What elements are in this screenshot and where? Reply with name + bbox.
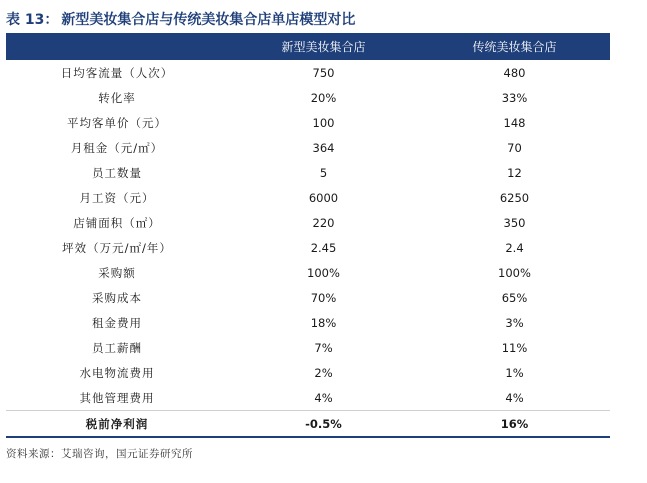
traditional-store-value: 2.4 <box>505 240 524 255</box>
table-row <box>6 410 610 436</box>
traditional-store-value: 480 <box>503 65 526 80</box>
new-store-value: 220 <box>312 215 335 230</box>
new-store-value: 70% <box>310 290 337 305</box>
header-traditional-store: 传统美妆集合店 <box>472 40 557 54</box>
comparison-table <box>6 33 610 438</box>
traditional-store-value: 6250 <box>499 190 530 205</box>
table-row <box>6 135 610 160</box>
metric-cell: 采购成本 <box>92 290 142 305</box>
traditional-store-value: 16% <box>500 416 529 431</box>
new-store-value: 2% <box>314 365 333 380</box>
table-header <box>6 33 610 60</box>
table-row <box>6 385 610 410</box>
traditional-store-value: 100% <box>498 265 531 280</box>
new-store-value: 20% <box>310 90 337 105</box>
new-store-value: 18% <box>310 315 337 330</box>
metric-cell: 水电物流费用 <box>79 365 155 380</box>
traditional-store-value: 4% <box>505 390 524 405</box>
table-row <box>6 85 610 110</box>
table-row <box>6 60 610 85</box>
table-row <box>6 160 610 185</box>
traditional-store-value: 3% <box>505 315 524 330</box>
metric-cell: 租金费用 <box>92 315 142 330</box>
new-store-value: 750 <box>312 65 335 80</box>
table-row <box>6 185 610 210</box>
table-body <box>6 60 610 436</box>
table-row <box>6 210 610 235</box>
table-row <box>6 285 610 310</box>
metric-cell: 月工资（元） <box>79 190 155 205</box>
table-row <box>6 110 610 135</box>
new-store-value: -0.5% <box>305 416 342 431</box>
metric-cell: 转化率 <box>98 90 136 105</box>
metric-cell: 其他管理费用 <box>79 390 155 405</box>
new-store-value: 100% <box>307 265 340 280</box>
table-row <box>6 360 610 385</box>
metric-cell: 员工薪酬 <box>92 340 142 355</box>
table-title-text: 新型美妆集合店与传统美妆集合店单店模型对比 <box>61 12 356 28</box>
traditional-store-value: 148 <box>503 115 526 130</box>
metric-cell: 平均客单价（元） <box>67 115 167 130</box>
traditional-store-value: 1% <box>505 365 524 380</box>
metric-cell: 店铺面积（㎡） <box>73 215 161 230</box>
traditional-store-value: 33% <box>501 90 528 105</box>
traditional-store-value: 12 <box>507 165 522 180</box>
traditional-store-value: 11% <box>501 340 528 355</box>
metric-cell: 日均客流量（人次） <box>60 65 174 80</box>
table-row <box>6 310 610 335</box>
table-row <box>6 335 610 360</box>
metric-cell: 员工数量 <box>92 165 142 180</box>
new-store-value: 2.45 <box>310 240 337 255</box>
new-store-value: 5 <box>319 165 328 180</box>
metric-cell: 月租金（元/㎡） <box>70 140 164 155</box>
metric-cell: 税前净利润 <box>85 416 149 431</box>
table-number: 表 13： <box>6 12 59 28</box>
table-bottom-rule <box>6 436 610 438</box>
source-note: 资料来源：艾瑞咨询，国元证券研究所 <box>6 448 193 460</box>
traditional-store-value: 70 <box>507 140 522 155</box>
table-title <box>6 9 355 31</box>
table-row <box>6 260 610 285</box>
new-store-value: 100 <box>312 115 335 130</box>
header-new-store: 新型美妆集合店 <box>281 40 366 54</box>
metric-cell: 坪效（万元/㎡/年） <box>62 240 172 255</box>
table-row <box>6 235 610 260</box>
new-store-value: 4% <box>314 390 333 405</box>
new-store-value: 6000 <box>308 190 339 205</box>
metric-cell: 采购额 <box>98 265 136 280</box>
traditional-store-value: 350 <box>503 215 526 230</box>
new-store-value: 364 <box>312 140 335 155</box>
new-store-value: 7% <box>314 340 333 355</box>
traditional-store-value: 65% <box>501 290 528 305</box>
